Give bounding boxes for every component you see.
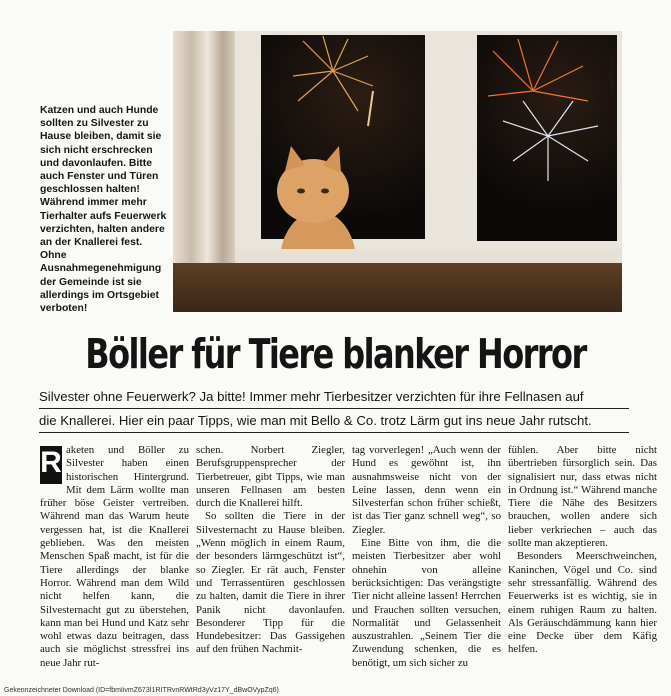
paragraph: Eine Bitte von ihm, die die meisten Tierbesitzer aber wohl ohnehin von alleine berücksichtigen: Das verängstigte Tier nicht alleine lassen! Herrchen und Frauchen sollten versuchen, Normalität und Gelassenheit auszustrahlen. „Seinem Tier die Zuwendung schenken, die es benötigt, um sich sicher zu [352, 537, 501, 669]
article-column-1 [40, 444, 189, 676]
article-body [40, 444, 660, 676]
paragraph: fühlen. Aber bitte nicht übertrieben fürsorglich sein. Das signalisiert nur, dass etwas nicht in Ordnung ist.“ Während manche Tiere die Nähe des Besitzers brauchen, wollen andere sich lieber verkriechen – auch das sollte man akzeptieren. [508, 444, 657, 550]
article-column-4 [508, 444, 657, 676]
paragraph: aketen und Böller zu Silvester haben einen historischen Hintergrund. Mit dem Lärm wollte man früher böse Geister vertreiben. Während man das Warum heute vergessen hat, ist die Knallerei geblieben. Was den meisten Menschen Spaß macht, ist für die Tiere allerdings der blanke Horror. Während man dem Wild nicht helfen kann, die Silvesternacht gut zu überstehen, kann man bei Hund und Katz sehr wohl etwas dazu beitragen, dass auch sie möglichst stressfrei ins neue Jahr rut- [40, 444, 189, 669]
paragraph: So sollten die Tiere in der Silvesternacht zu Hause bleiben. „Wenn möglich in einem Raum, der besonders lärmgeschützt ist“, so Ziegler. Er rät auch, Fenster und Terrassentüren geschlossen zu halten, damit die Tiere in ihrer Panik nicht davonlaufen. Besonderer Tipp für die Hundebesitzer: Das Gassigehen auf den frühen Nachmit- [196, 510, 345, 656]
article-column-3 [352, 444, 501, 676]
paragraph: schen. Norbert Ziegler, Berufsgruppensprecher der Tierbetreuer, gibt Tipps, wie man unseren Fellnasen am besten durch die Knallerei hilft. [196, 444, 345, 510]
subheadline [39, 385, 629, 433]
article-photo [173, 31, 622, 312]
photo-credit: Foto: canva [608, 58, 614, 90]
subhead-line-1: Silvester ohne Feuerwerk? Ja bitte! Immer mehr Tierbesitzer verzichten für ihre Fellnasen auf [39, 385, 629, 409]
photo-caption: Katzen und auch Hunde sollten zu Silvester zu Hause bleiben, damit sie sich nicht erschrecken und davonlaufen. Bitte auch Fenster und Türen geschlossen halten! Während immer mehr Tierhalter aufs Feuerwerk verzichten, halten andere an der Knallerei fest. Ohne Ausnahmegenehmigung der Gemeinde ist sie allerdings im Ortsgebiet verboten! [40, 105, 167, 315]
subhead-line-2: die Knallerei. Hier ein paar Tipps, wie man mit Bello & Co. trotz Lärm gut ins neue Jahr rutscht. [39, 409, 629, 433]
drop-cap: R [40, 446, 62, 484]
headline: Böller für Tiere blanker Horror [85, 330, 586, 378]
paragraph: Besonders Meerschweinchen, Kaninchen, Vögel und Co. sind sehr stressanfällig. Während des Feuerwerks ist es wichtig, sie in einem ruhigen Raum zu halten. Als Geräuschdämmung kann hier eine Decke über dem Käfig helfen. [508, 550, 657, 656]
floor [173, 263, 622, 312]
paragraph: tag vorverlegen! „Auch wenn der Hund es gewöhnt ist, ihn ausnahmsweise nicht von der Leine lassen, denn wenn ein Silvesterfan schon früher schießt, ist das Tier ganz schnell weg“, so Ziegler. [352, 444, 501, 536]
download-watermark: Gekennzeichneter Download (ID=fbmIivmZ673I1RITRvnRWtRd3yVz17Y_dBwOVypZq6) [4, 687, 279, 694]
article-column-2 [196, 444, 345, 676]
window-sill [235, 249, 622, 263]
